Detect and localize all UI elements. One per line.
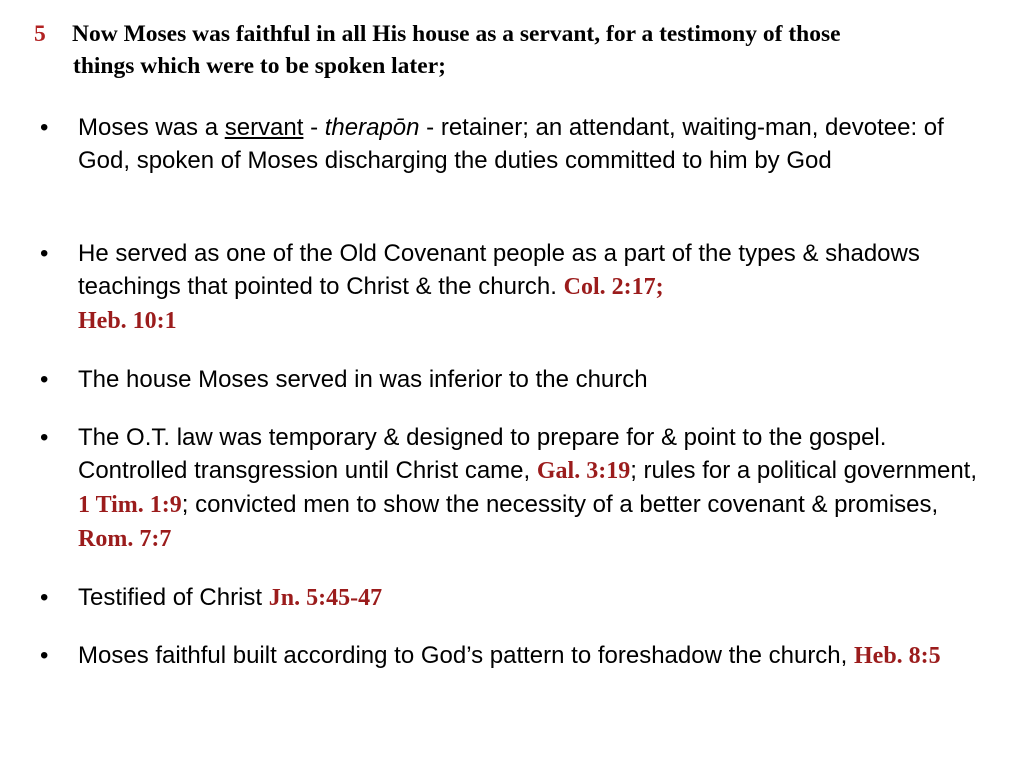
verse-text-line-2: things which were to be spoken later; (73, 53, 446, 79)
bullet-item-house-inferior (40, 363, 1000, 396)
scripture-reference: Col. 2:17; (563, 274, 664, 300)
bullet-text: The house Moses served in was inferior to the church (78, 366, 648, 393)
text-span: - (303, 114, 325, 141)
text-span: He served as one of the Old Covenant people as a part of the types & shadows teachings that pointed to Christ & the church. (78, 240, 920, 300)
bullet-marker: • (40, 114, 49, 141)
text-span: Testified of Christ (78, 584, 269, 611)
bullet-text (78, 111, 970, 177)
bullet-item-pattern (40, 639, 985, 673)
bullet-marker: • (40, 584, 49, 611)
scripture-reference: Gal. 3:19 (536, 458, 631, 484)
scripture-reference: Heb. 8:5 (854, 643, 941, 669)
scripture-reference: Heb. 10:1 (78, 308, 177, 334)
bullet-text (78, 581, 1000, 615)
underlined-word: servant (224, 114, 304, 141)
text-span: - retainer; an attendant, waiting-man, devotee: of God, spoken of Moses discharging the duties committed to him by God (78, 114, 944, 174)
text-span: Moses faithful built according to God’s pattern to foreshadow the church, (78, 642, 854, 669)
greek-word: therapōn (324, 114, 420, 141)
text-span: The O.T. law was temporary & designed to prepare for & point to the gospel. Controlled transgression until Christ came, (78, 424, 887, 484)
bullet-marker: • (40, 642, 49, 669)
verse-line-1 (34, 18, 1004, 50)
bullet-text (78, 421, 995, 556)
bullet-item-old-covenant (40, 237, 970, 338)
bullet-item-ot-law (40, 421, 995, 556)
verse-heading (34, 18, 1004, 82)
bullet-item-servant (40, 111, 970, 177)
scripture-reference: 1 Tim. 1:9 (78, 492, 182, 518)
scripture-reference: Jn. 5:45-47 (268, 585, 383, 611)
bullet-marker: • (40, 424, 49, 451)
bullet-marker: • (40, 240, 49, 267)
bullet-marker: • (40, 366, 49, 393)
bullet-text (78, 237, 970, 338)
text-span: ; convicted men to show the necessity of a better covenant & promises, (181, 491, 939, 518)
bullet-text (78, 639, 985, 673)
verse-number: 5 (34, 21, 46, 47)
verse-text-line-1: Now Moses was faithful in all His house as a servant, for a testimony of those (72, 21, 841, 47)
scripture-reference: Rom. 7:7 (78, 526, 172, 552)
text-span: ; rules for a political government, (630, 457, 978, 484)
bullet-item-testified (40, 581, 1000, 615)
text-span: Moses was a (78, 114, 225, 141)
